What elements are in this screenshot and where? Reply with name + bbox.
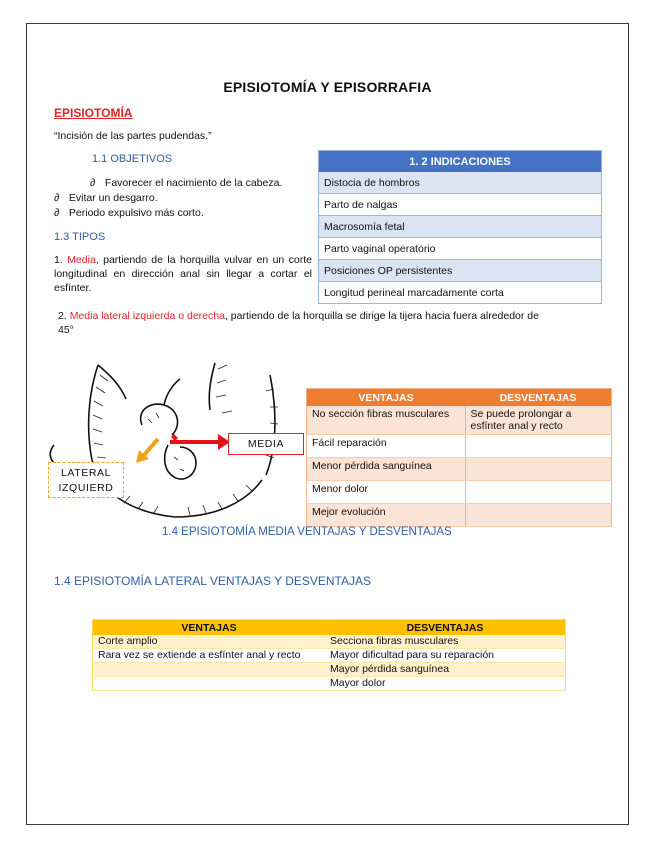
table-cell	[465, 435, 612, 458]
cons-header: DESVENTAJAS	[325, 620, 566, 636]
media-pros-cons-table	[306, 388, 612, 527]
indication-row: Parto de nalgas	[319, 194, 602, 216]
section-heading: EPISIOTOMÍA	[54, 106, 133, 120]
objectives-heading: 1.1 OBJETIVOS	[92, 153, 173, 165]
indication-row: Longitud perineal marcadamente corta	[319, 282, 602, 304]
indications-header: 1. 2 INDICACIONES	[319, 151, 602, 173]
pros-header: VENTAJAS	[307, 389, 466, 407]
table-cell: Mayor pérdida sanguínea	[325, 663, 566, 677]
type-item-lateral: 2. Media lateral izquierda o derecha, partiendo de la horquilla se dirige la tijera hacia fuera alrededor de 45°	[58, 310, 539, 336]
table-cell: Mayor dificultad para su reparación	[325, 649, 566, 663]
table-cell	[465, 504, 612, 527]
table-cell	[465, 458, 612, 481]
indication-row: Distocia de hombros	[319, 172, 602, 194]
bullet-icon: ∂	[54, 192, 60, 204]
table-cell: Menor pérdida sanguínea	[307, 458, 466, 481]
indications-table	[318, 150, 602, 304]
media-label: MEDIA	[228, 433, 304, 455]
bullet-icon: ∂	[54, 207, 60, 219]
table-cell: No sección fibras musculares	[307, 406, 466, 435]
objective-item: ∂ Evitar un desgarro.	[54, 192, 158, 204]
table-cell	[93, 677, 326, 691]
table-cell	[465, 481, 612, 504]
objective-item: ∂ Favorecer el nacimiento de la cabeza.	[90, 177, 283, 189]
table-cell: Se puede prolongar a esfínter anal y recto	[465, 406, 612, 435]
pros-header: VENTAJAS	[93, 620, 326, 636]
objective-item: ∂ Periodo expulsivo más corto.	[54, 207, 204, 219]
lateral-pros-cons-table	[92, 619, 566, 691]
definition-text: “Incisión de las partes pudendas.”	[54, 130, 212, 142]
table-cell: Secciona fibras musculares	[325, 635, 566, 649]
table-cell: Mayor dolor	[325, 677, 566, 691]
table-cell	[93, 663, 326, 677]
types-heading: 1.3 TIPOS	[54, 231, 106, 243]
indication-row: Posiciones OP persistentes	[319, 260, 602, 282]
indication-row: Macrosomía fetal	[319, 216, 602, 238]
cons-header: DESVENTAJAS	[465, 389, 612, 407]
indication-row: Parto vaginal operatorio	[319, 238, 602, 260]
media-table-caption: 1.4 EPISIOTOMÍA MEDIA VENTAJAS Y DESVENTAJAS	[162, 526, 452, 538]
page-title: EPISIOTOMÍA Y EPISORRAFIA	[223, 79, 432, 95]
table-cell: Mejor evolución	[307, 504, 466, 527]
bullet-icon: ∂	[90, 177, 96, 189]
table-cell: Menor dolor	[307, 481, 466, 504]
type-item-media: 1. Media, partiendo de la horquilla vulvar en un corte longitudinal en dirección anal sin llegar a cortar el esfínter.	[54, 254, 313, 294]
lateral-heading: 1.4 EPISIOTOMÍA LATERAL VENTAJAS Y DESVENTAJAS	[54, 574, 371, 588]
table-cell: Rara vez se extiende a esfínter anal y recto	[93, 649, 326, 663]
table-cell: Fácil reparación	[307, 435, 466, 458]
lateral-label: LATERAL IZQUIERD	[48, 462, 124, 498]
table-cell: Corte amplio	[93, 635, 326, 649]
